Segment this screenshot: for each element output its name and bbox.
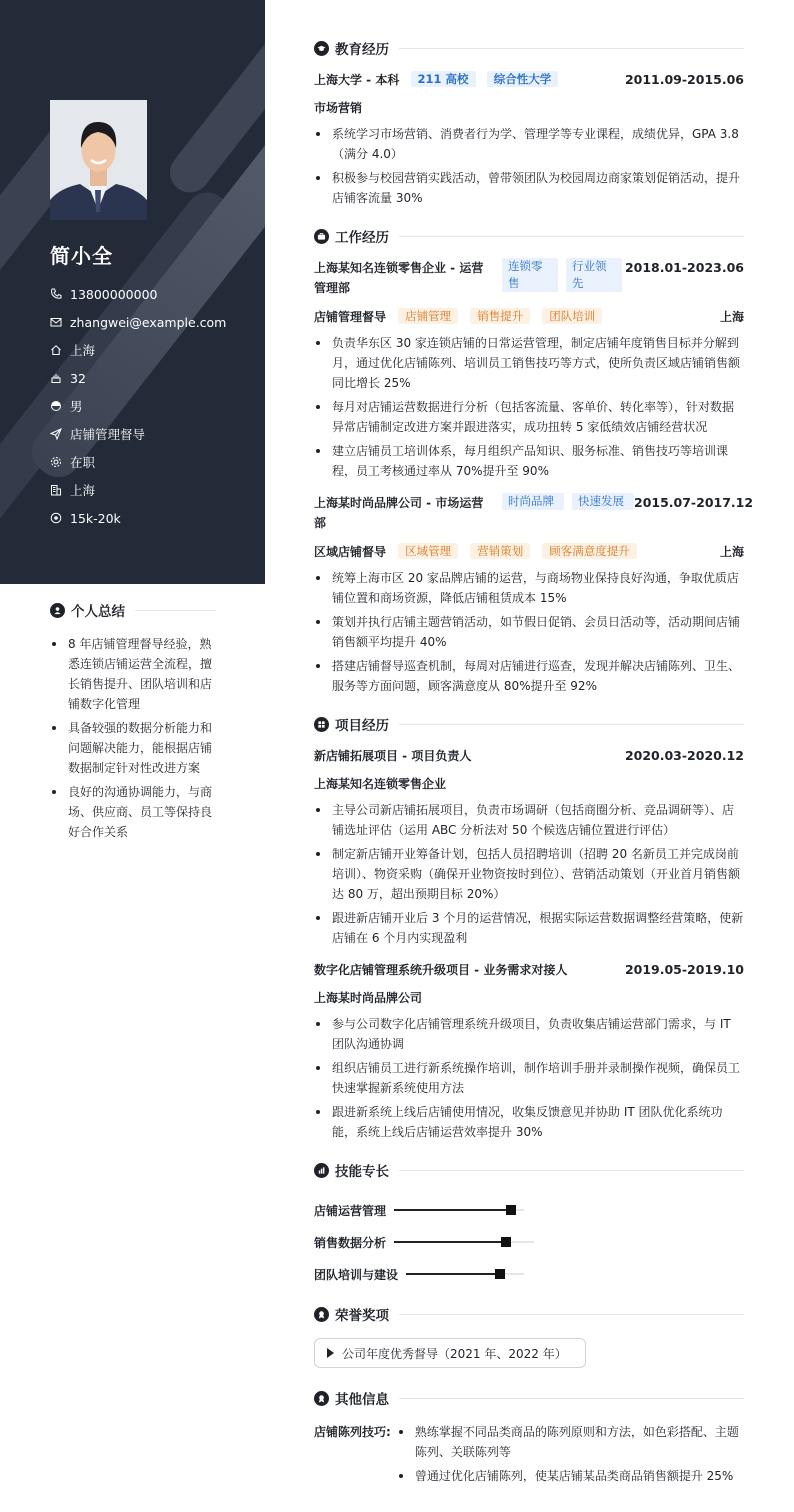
skill-bar-knob [495,1269,505,1279]
job-role: 区域店铺督导 [314,545,387,559]
skill-bar-fill [406,1273,500,1275]
skill-bar [406,1273,524,1275]
gear-icon [50,456,62,468]
skill-item [314,1194,534,1226]
summary-section [50,600,216,846]
skills-list [314,1194,744,1290]
skill-item [314,1226,534,1258]
project-list [314,800,744,948]
skill-tag: 顾客满意度提升 [542,543,637,559]
skill-tag: 销售提升 [470,308,530,324]
company-tag: 时尚品牌 [502,493,564,510]
skill-name: 团队培训与建设 [314,1267,399,1282]
work-list [314,568,744,696]
skill-tag: 营销策划 [470,543,530,559]
education-header [314,38,744,58]
avatar [50,100,147,220]
award-text: 公司年度优秀督导（2021 年、2022 年） [342,1346,567,1361]
award-icon [314,1391,329,1406]
company-tag: 行业领先 [566,258,622,292]
skill-tag: 团队培训 [542,308,602,324]
skills-section [314,1160,744,1290]
salary-text: 15k-20k [70,510,121,526]
list-item: 具备较强的数据分析能力和问题解决能力，能根据店铺数据制定针对性改进方案 [50,718,216,778]
grid-icon [314,717,329,732]
school-tag: 211 高校 [411,71,476,87]
bar-chart-icon [314,1163,329,1178]
skill-bar-knob [506,1205,516,1215]
job-role: 店铺管理督导 [314,310,387,324]
award-icon [314,1307,329,1322]
education-date: 2011.09-2015.06 [624,72,744,87]
skill-bar-fill [394,1209,511,1211]
project-entry [314,746,744,948]
list-item: 8 年店铺管理督导经验，熟悉连锁店铺运营全流程，擅长销售提升、团队培训和店铺数字化管理 [50,634,216,714]
mail-icon [50,316,62,328]
divider [399,48,744,49]
target-city-text: 上海 [70,483,96,498]
list-item: 参与公司数字化店铺管理系统升级项目，负责收集店铺运营部门需求，与 IT 团队沟通协调 [314,1014,744,1054]
position-text: 店铺管理督导 [70,427,146,442]
projects-title: 项目经历 [335,718,389,734]
info-age [50,364,226,392]
list-item: 跟进新店铺开业后 3 个月的运营情况，根据实际运营数据调整经营策略，使新店铺在 6 个月内实现盈利 [314,908,744,948]
graduation-cap-icon [314,41,329,56]
divider [399,724,744,725]
project-entry [314,960,744,1142]
other-section [314,1388,744,1490]
other-label: 店铺陈列技巧: [314,1425,391,1439]
work-date: 2015.07-2017.12 [634,495,754,510]
info-gender [50,392,226,420]
skills-header [314,1160,744,1180]
phone-icon [50,288,62,300]
skills-title: 技能专长 [335,1164,389,1180]
skill-bar [394,1241,534,1243]
education-list [314,124,744,208]
list-item: 搭建店铺督导巡查机制，每周对店铺进行巡查，发现并解决店铺陈列、卫生、服务等方面问题，顾客满意度从 80%提升至 92% [314,656,744,696]
project-name: 数字化店铺管理系统升级项目 - 业务需求对接人 [314,963,568,977]
contact-info [50,280,226,532]
project-list [314,1014,744,1142]
list-item: 负责华东区 30 家连锁店铺的日常运营管理，制定店铺年度销售目标并分解到月，通过优化店铺陈列、培训员工销售技巧等方式，使所负责区域店铺销售额同比增长 25% [314,333,744,393]
awards-header [314,1304,744,1324]
cake-icon [50,372,62,384]
list-item: 每月对店铺运营数据进行分析（包括客流量、客单价、转化率等），针对数据异常店铺制定改进方案并跟进落实，成功扭转 5 家低绩效店铺经营状况 [314,397,744,437]
skill-bar-knob [501,1237,511,1247]
skill-bar-fill [394,1241,506,1243]
awards-title: 荣誉奖项 [335,1308,389,1324]
education-section [314,38,744,208]
building-icon [50,484,62,496]
info-status [50,448,226,476]
info-salary [50,504,226,532]
school-tag: 综合性大学 [487,71,559,87]
project-org: 上海某知名连锁零售企业 [314,777,447,791]
education-title: 教育经历 [335,42,389,58]
project-date: 2020.03-2020.12 [624,748,744,763]
info-target-city [50,476,226,504]
other-title: 其他信息 [335,1392,389,1408]
work-list [314,333,744,481]
list-item: 主导公司新店铺拓展项目，负责市场调研（包括商圈分析、竞品调研等）、店铺选址评估（运用 ABC 分析法对 50 个候选店铺位置进行评估） [314,800,744,840]
gender-icon [50,400,62,412]
list-item: 曾通过优化店铺陈列，使某店铺某品类商品销售额提升 25% [397,1466,744,1486]
skill-tag: 区域管理 [398,543,458,559]
company-name: 上海某时尚品牌公司 - 市场运营部 [314,496,484,530]
home-icon [50,344,62,356]
play-icon [327,1348,334,1358]
age-text: 32 [70,370,86,386]
list-item: 策划并执行店铺主题营销活动，如节假日促销、会员日活动等，活动期间店铺销售额平均提升 40% [314,612,744,652]
list-item: 制定新店铺开业筹备计划，包括人员招聘培训（招聘 20 名新员工并完成岗前培训）、物资采购（确保开业物资按时到位）、营销活动策划（开业首月销售额达 80 万，超出预期目标 20%） [314,844,744,904]
project-org: 上海某时尚品牌公司 [314,991,423,1005]
work-date: 2018.01-2023.06 [624,260,744,275]
status-text: 在职 [70,455,96,470]
divider [399,236,744,237]
company-tag: 快速发展 [572,493,634,510]
divider [399,1170,744,1171]
awards-section [314,1304,744,1368]
info-phone [50,280,226,308]
job-city: 上海 [719,545,744,559]
job-city: 上海 [719,310,744,324]
send-icon [50,428,62,440]
skill-tag: 店铺管理 [398,308,458,324]
skill-name: 销售数据分析 [314,1235,387,1250]
email-text: zhangwei@example.com [70,314,227,330]
other-entry [314,1422,744,1490]
skill-item [314,1258,534,1290]
info-location [50,336,226,364]
main-content [314,38,754,1508]
project-name: 新店铺拓展项目 - 项目负责人 [314,749,472,763]
divider [135,610,216,611]
list-item: 良好的沟通协调能力，与商场、供应商、员工等保持良好合作关系 [50,782,216,842]
list-item: 跟进新系统上线后店铺使用情况，收集反馈意见并协助 IT 团队优化系统功能，系统上线后店铺运营效率提升 30% [314,1102,744,1142]
work-entry [314,258,744,481]
divider [399,1398,744,1399]
summary-title: 个人总结 [71,604,125,620]
info-position [50,420,226,448]
list-item: 系统学习市场营销、消费者行为学、管理学等专业课程，成绩优异，GPA 3.8（满分 4.0） [314,124,744,164]
list-item: 统筹上海市区 20 家品牌店铺的运营，与商场物业保持良好沟通，争取优质店铺位置和商场资源，降低店铺租赁成本 15% [314,568,744,608]
major: 市场营销 [314,101,363,115]
other-header [314,1388,744,1408]
work-section [314,226,754,696]
info-email [50,308,226,336]
skill-bar [394,1209,524,1211]
list-item: 组织店铺员工进行新系统操作培训，制作培训手册并录制操作视频，确保员工快速掌握新系统使用方法 [314,1058,744,1098]
work-title: 工作经历 [335,230,389,246]
gender-text: 男 [70,399,83,414]
divider [399,1314,744,1315]
projects-header [314,714,744,734]
other-list [397,1422,744,1490]
sidebar [0,0,265,584]
location-text: 上海 [70,343,96,358]
user-icon [50,603,65,618]
candidate-name: 简小全 [50,244,113,268]
phone-text: 13800000000 [70,286,158,302]
list-item: 积极参与校园营销实践活动，曾带领团队为校园周边商家策划促销活动，提升店铺客流量 30% [314,168,744,208]
summary-header [50,600,216,620]
work-header [314,226,744,246]
salary-icon [50,512,62,524]
list-item: 建立店铺员工培训体系，每月组织产品知识、服务标准、销售技巧等培训课程，员工考核通过率从 70%提升至 90% [314,441,744,481]
school-name: 上海大学 - 本科 [314,73,400,87]
project-date: 2019.05-2019.10 [624,962,744,977]
work-entry [314,493,754,696]
briefcase-icon [314,229,329,244]
company-name: 上海某知名连锁零售企业 - 运营管理部 [314,261,484,295]
projects-section [314,714,744,1142]
education-entry [314,70,744,208]
skill-name: 店铺运营管理 [314,1203,387,1218]
list-item: 熟练掌握不同品类商品的陈列原则和方法，如色彩搭配、主题陈列、关联陈列等 [397,1422,744,1462]
award-item[interactable] [314,1338,586,1368]
summary-list [50,634,216,842]
company-tag: 连锁零售 [502,258,558,292]
